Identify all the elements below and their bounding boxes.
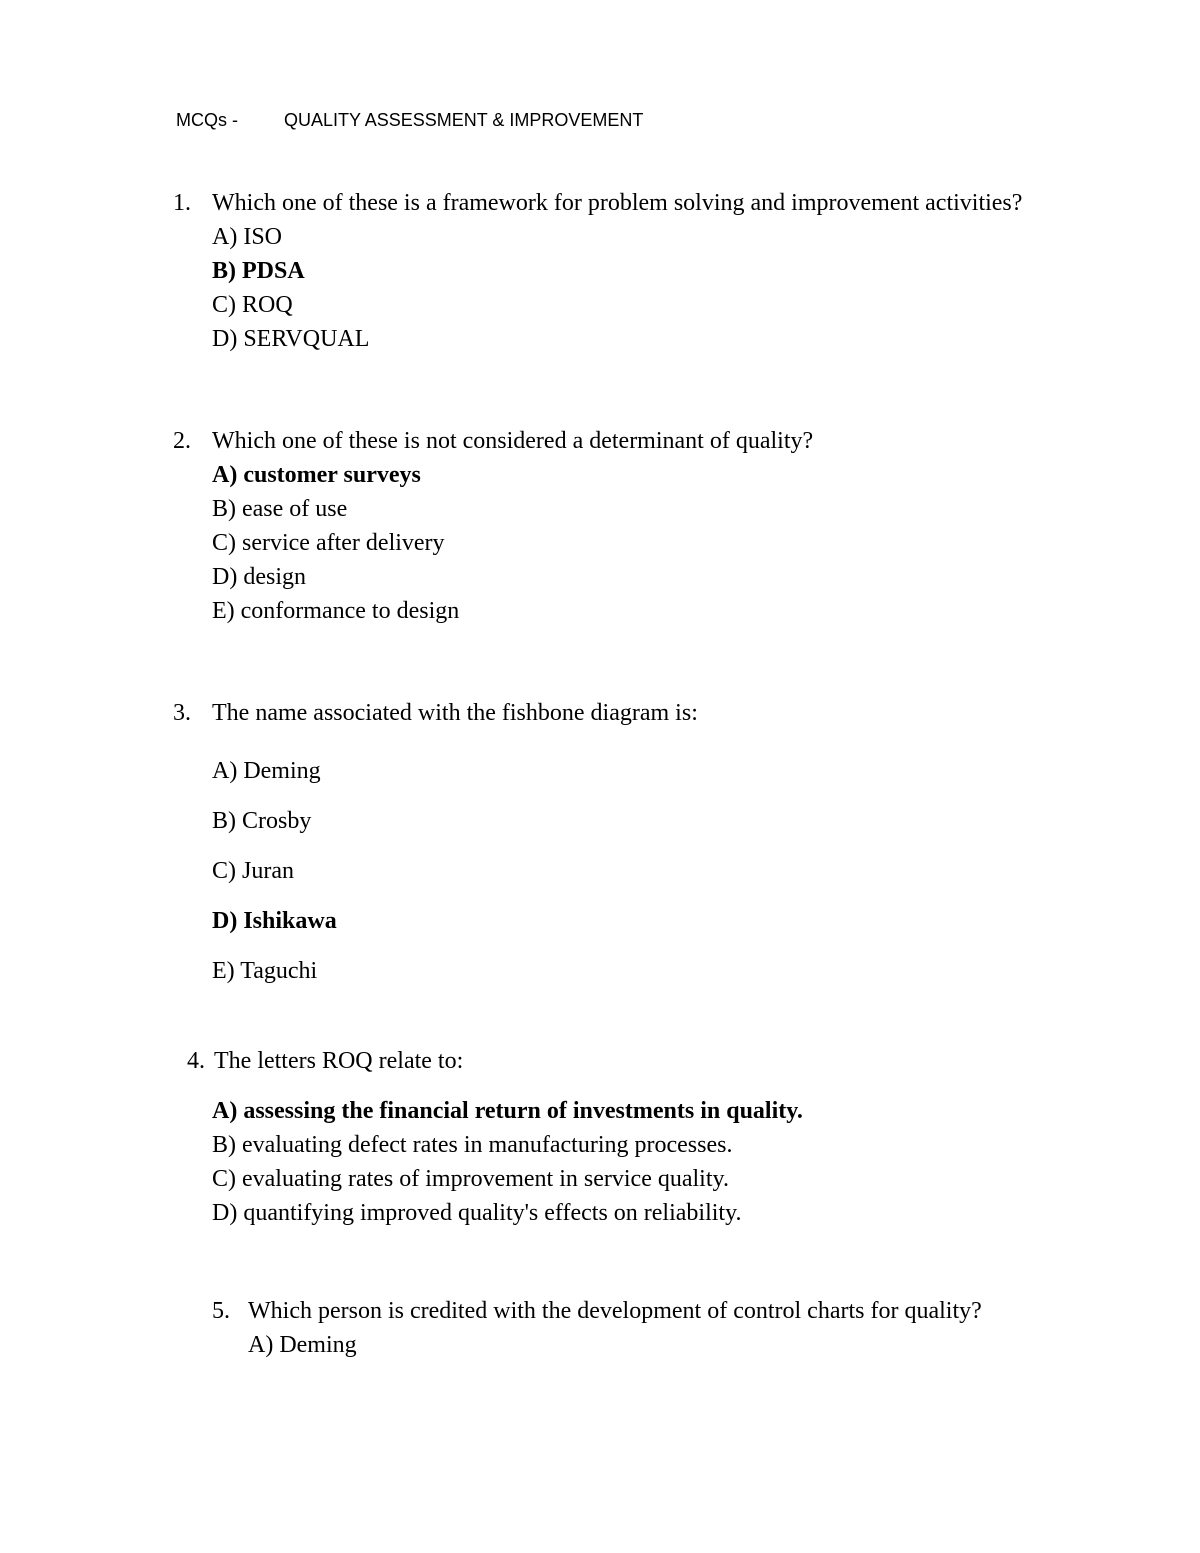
- option-c: C) evaluating rates of improvement in service quality.: [212, 1166, 729, 1192]
- question-text: The letters ROQ relate to:: [214, 1048, 464, 1074]
- page-header: [176, 110, 643, 131]
- options-list: [212, 746, 1200, 996]
- option-c: C) Juran: [212, 858, 294, 884]
- option-e: E) Taguchi: [212, 958, 318, 984]
- option-b: B) Crosby: [212, 808, 312, 834]
- option-a-correct: A) assessing the financial return of investments in quality.: [212, 1098, 803, 1124]
- header-title: QUALITY ASSESSMENT & IMPROVEMENT: [284, 110, 644, 130]
- options-list: [212, 458, 1200, 628]
- options-list: [212, 220, 1200, 356]
- question-1: [0, 186, 1200, 356]
- option-c: C) service after delivery: [212, 530, 445, 556]
- option-a: A) Deming: [248, 1332, 357, 1358]
- question-number: 1.: [173, 190, 191, 216]
- question-3: [0, 696, 1200, 996]
- option-b-correct: B) PDSA: [212, 258, 305, 284]
- option-e: E) conformance to design: [212, 598, 460, 624]
- option-a: A) Deming: [212, 758, 321, 784]
- header-prefix: MCQs -: [176, 110, 238, 130]
- question-5: [0, 1294, 1200, 1362]
- option-b: B) evaluating defect rates in manufacturing processes.: [212, 1132, 733, 1158]
- question-2: [0, 424, 1200, 628]
- option-d: D) SERVQUAL: [212, 326, 370, 352]
- question-4: [0, 1044, 1200, 1230]
- options-list: [248, 1328, 1200, 1362]
- option-b: B) ease of use: [212, 496, 348, 522]
- question-number: 2.: [173, 428, 191, 454]
- question-text: Which one of these is not considered a determinant of quality?: [212, 428, 814, 454]
- option-a-correct: A) customer surveys: [212, 462, 421, 488]
- option-a: A) ISO: [212, 224, 282, 250]
- question-text: Which person is credited with the development of control charts for quality?: [248, 1298, 982, 1324]
- question-text: Which one of these is a framework for problem solving and improvement activities?: [212, 190, 1023, 216]
- question-number: 3.: [173, 700, 191, 726]
- options-list: [212, 1094, 1200, 1230]
- option-d: D) quantifying improved quality's effects on reliability.: [212, 1200, 742, 1226]
- option-c: C) ROQ: [212, 292, 293, 318]
- question-number: 5.: [212, 1298, 230, 1324]
- option-d: D) design: [212, 564, 306, 590]
- question-number: 4.: [187, 1048, 205, 1074]
- option-d-correct: D) Ishikawa: [212, 908, 337, 934]
- question-text: The name associated with the fishbone diagram is:: [212, 700, 698, 726]
